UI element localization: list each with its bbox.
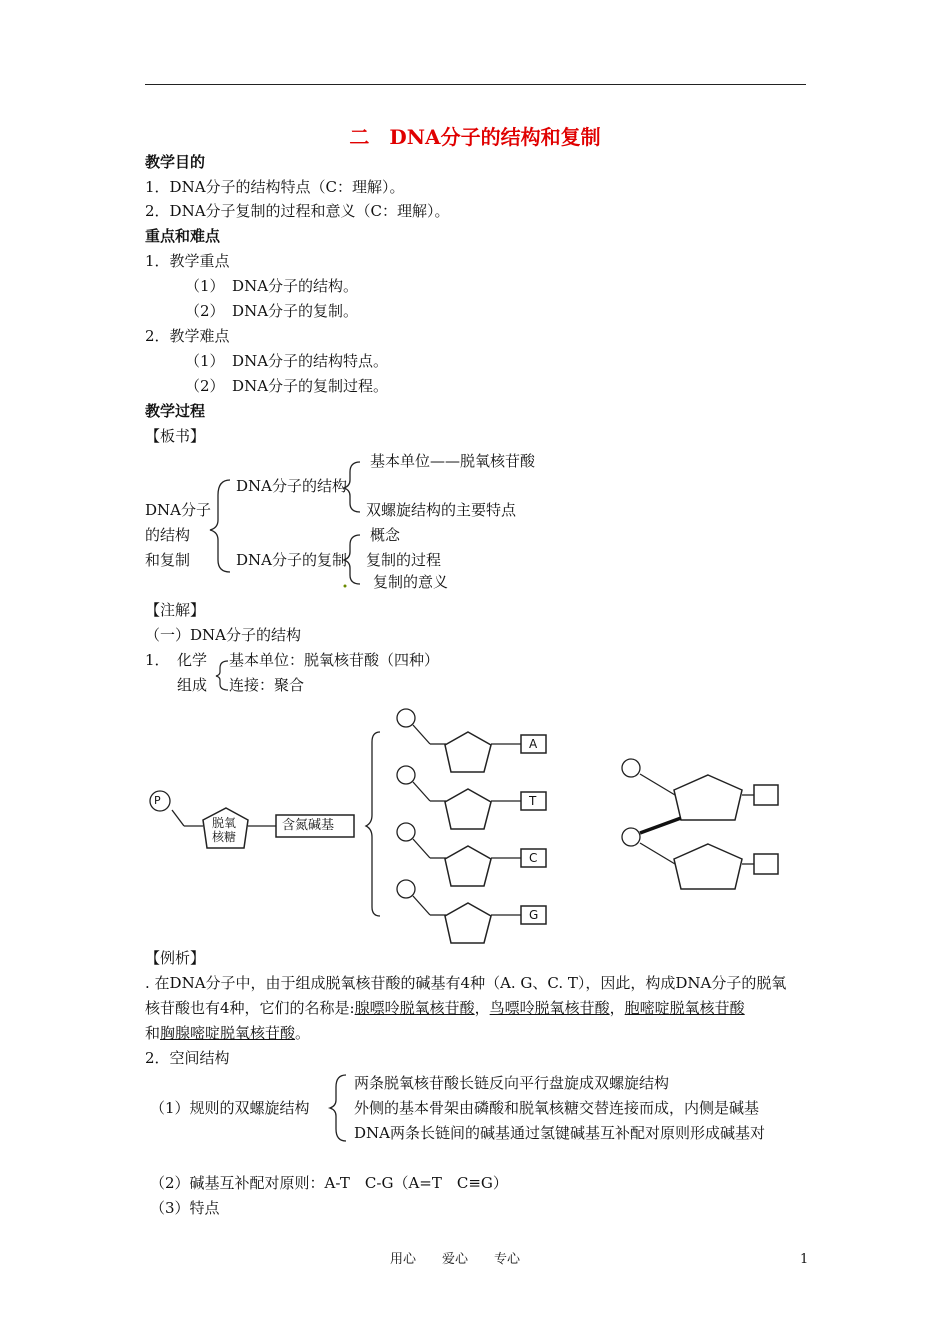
answer-name: 鸟嘌呤脱氧核苷酸 (489, 999, 610, 1017)
phosphate-label: P (154, 794, 161, 807)
board-branch-structure: DNA分子的结构 (236, 477, 347, 495)
base-letter-c: C (529, 851, 538, 865)
helix-item: 外侧的基本骨架由磷酸和脱氧核糖交替连接而成，内侧是碱基 (354, 1099, 760, 1117)
key-points-label: 1．教学重点 (145, 252, 230, 270)
base-letter-g: G (529, 908, 539, 922)
page-number: 1 (800, 1252, 809, 1267)
sugar-label: 核糖 (212, 830, 237, 844)
board-root-line: 的结构 (145, 526, 191, 544)
board-leaf: 双螺旋结构的主要特点 (366, 501, 517, 519)
board-leaf: 复制的过程 (366, 551, 442, 569)
example-text-part: 。 (295, 1024, 311, 1042)
features-label: （3）特点 (150, 1199, 220, 1217)
base-label: 含氮碱基 (282, 818, 335, 833)
spatial-heading: 2．空间结构 (145, 1049, 230, 1067)
separator: ， (474, 999, 490, 1017)
chem-item: 连接：聚合 (229, 676, 305, 694)
board-leaf: 概念 (370, 526, 401, 544)
chem-label: 组成 (177, 676, 208, 694)
double-helix-label: （1）规则的双螺旋结构 (150, 1099, 310, 1117)
objective-item: 1．DNA分子的结构特点（C：理解）。 (145, 178, 405, 196)
board-leaf: 基本单位——脱氧核苷酸 (370, 452, 536, 470)
board-label: 【板书】 (145, 427, 206, 445)
chem-label: 化学 (177, 651, 208, 669)
sugar-label: 脱氧 (212, 816, 237, 830)
pairing-rule: （2）碱基互补配对原则：A-T C-G（A=T C≡G） (150, 1174, 508, 1192)
separator: ， (609, 999, 625, 1017)
example-text-part: 和 (145, 1024, 161, 1042)
objective-item: 2．DNA分子复制的过程和意义（C：理解）。 (145, 202, 450, 220)
difficult-point-item: （1） DNA分子的结构特点。 (185, 352, 389, 370)
base-letter-t: T (529, 794, 537, 808)
answer-name: 胞嘧啶脱氧核苷酸 (624, 999, 745, 1017)
board-branch-replication: DNA分子的复制 (236, 551, 347, 569)
difficult-label: 2．教学难点 (145, 327, 230, 345)
board-root-line: DNA分子 (145, 501, 211, 519)
objectives-heading: 教学目的 (145, 153, 206, 171)
page-title: 二 DNA分子的结构和复制 (349, 125, 601, 149)
board-leaf: 复制的意义 (373, 573, 449, 591)
key-point-item: （2） DNA分子的复制。 (185, 302, 359, 320)
answer-name: 胸腺嘧啶脱氧核苷酸 (160, 1024, 296, 1042)
process-heading: 教学过程 (145, 402, 206, 420)
difficult-point-item: （2） DNA分子的复制过程。 (185, 377, 389, 395)
notes-part1: （一）DNA分子的结构 (145, 626, 301, 644)
example-label: 【例析】 (145, 949, 206, 967)
example-text: . 在DNA分子中，由于组成脱氧核苷酸的碱基有4种（A. G、C. T），因此，构成DNA分子的脱氧 (145, 974, 787, 992)
key-heading: 重点和难点 (145, 227, 221, 245)
helix-item: DNA两条长链间的碱基通过氢键碱基互补配对原则形成碱基对 (354, 1124, 765, 1142)
base-letter-a: A (529, 737, 538, 751)
chem-number: 1． (145, 651, 170, 669)
helix-item: 两条脱氧核苷酸长链反向平行盘旋成双螺旋结构 (354, 1074, 670, 1092)
example-text-part: 核苷酸也有4种，它们的名称是: (145, 999, 355, 1017)
chem-item: 基本单位：脱氧核苷酸（四种） (229, 651, 440, 669)
footer-motto: 用心 爱心 专心 (390, 1252, 521, 1267)
board-root-line: 和复制 (145, 551, 191, 569)
notes-label: 【注解】 (145, 601, 206, 619)
answer-name: 腺嘌呤脱氧核苷酸 (354, 999, 475, 1017)
key-point-item: （1） DNA分子的结构。 (185, 277, 359, 295)
